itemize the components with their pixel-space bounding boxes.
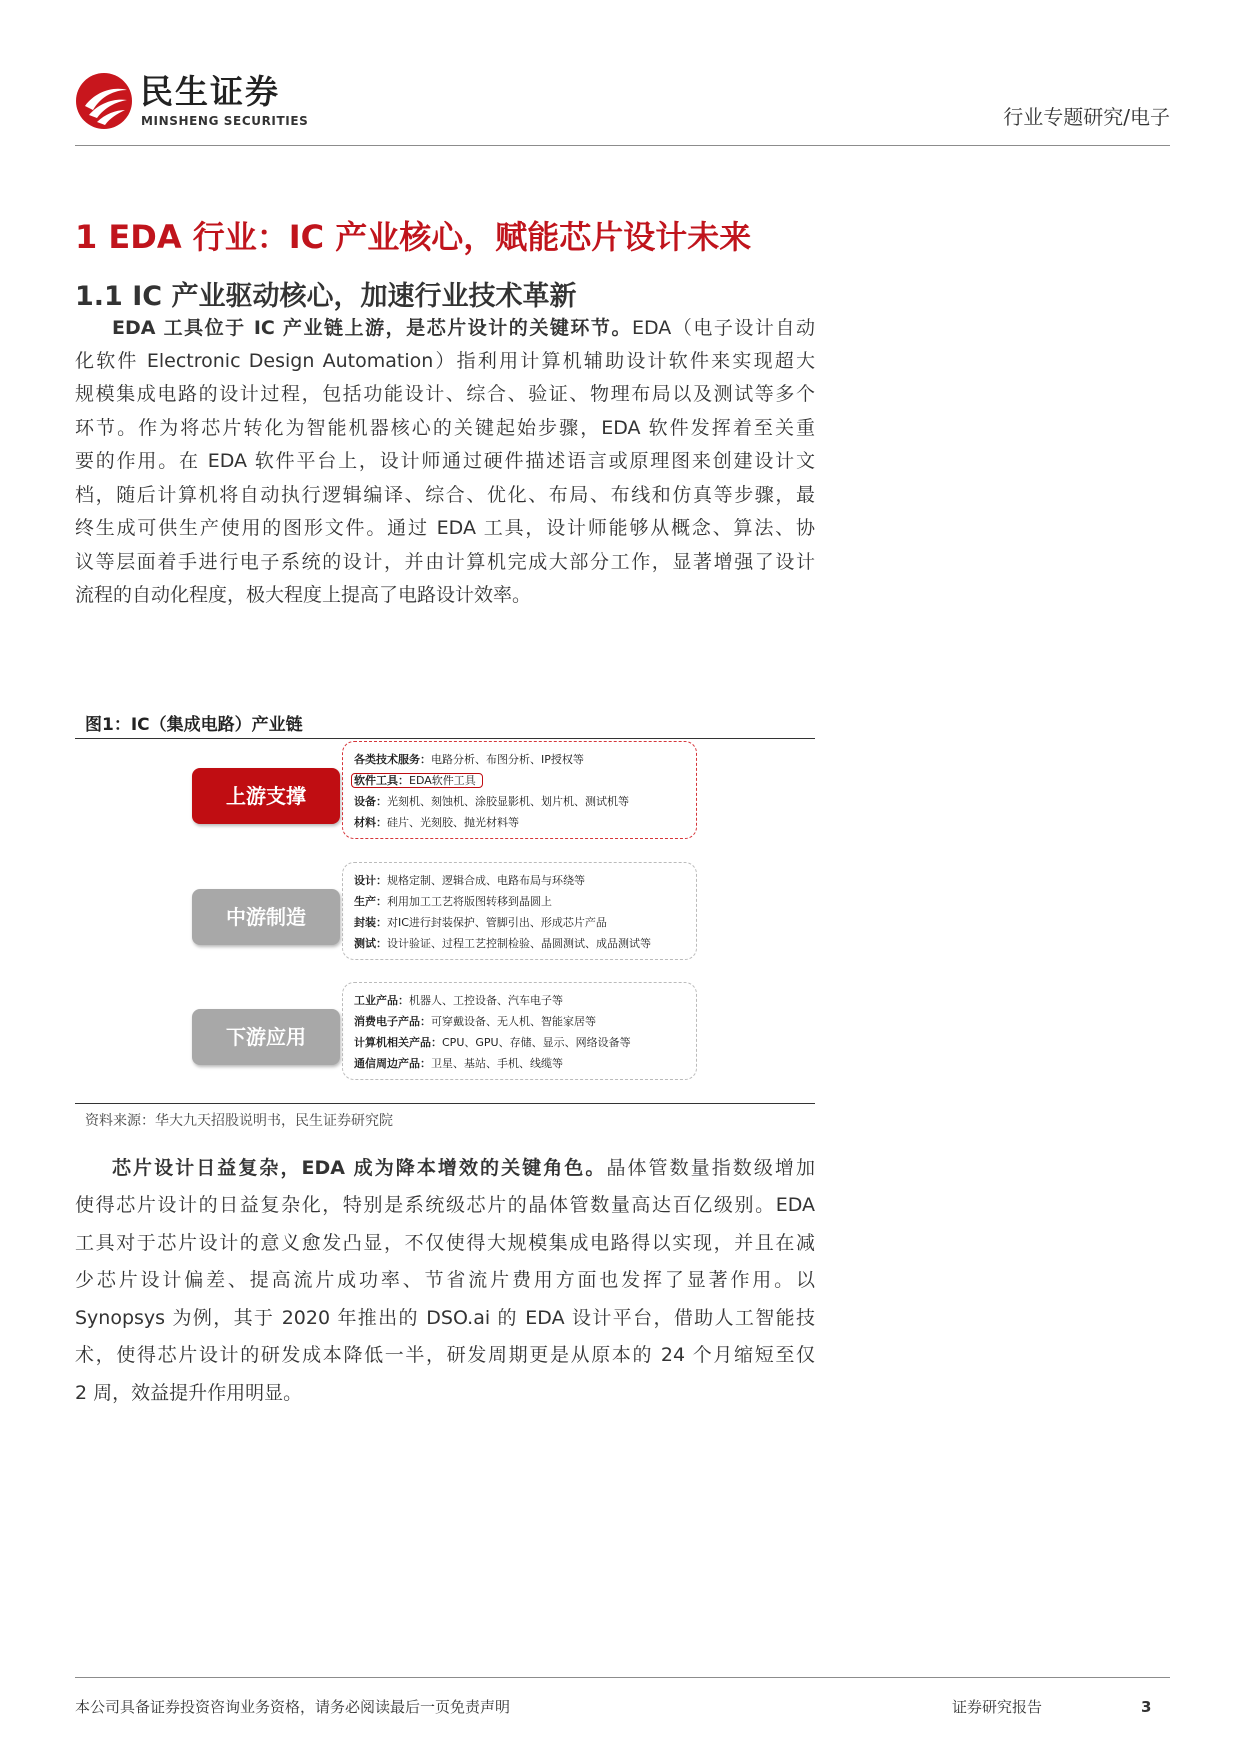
para1-first-text: EDA（电子设计自动 <box>631 317 815 339</box>
eda-highlight-frame: 软件工具：EDA软件工具 <box>351 773 483 788</box>
stage-item: 材料：硅片、光刻胶、抛光材料等 <box>354 816 519 829</box>
subsection-heading: 1.1 IC 产业驱动核心，加速行业技术革新 <box>75 281 577 312</box>
page-number: 3 <box>1141 1698 1152 1716</box>
para2-line <box>112 1153 815 1183</box>
para1-line <box>112 313 815 343</box>
stage-item-highlighted <box>354 772 483 790</box>
para2-line: 工具对于芯片设计的意义愈发凸显，不仅使得大规模集成电路得以实现，并且在减 <box>75 1232 815 1254</box>
para1-line: 终生成可供生产使用的图形文件。通过 EDA 工具，设计师能够从概念、算法、协 <box>75 517 815 539</box>
para1-line: 规模集成电路的设计过程，包括功能设计、综合、验证、物理布局以及测试等多个 <box>75 383 815 405</box>
stage-item: 生产：利用加工工艺将版图转移到晶圆上 <box>354 895 552 908</box>
figure-title: 图1：IC（集成电路）产业链 <box>85 715 303 735</box>
para2-line: Synopsys 为例，其于 2020 年推出的 DSO.ai 的 EDA 设计平台，借助人工智能技 <box>75 1307 815 1329</box>
para1-line: 议等层面着手进行电子系统的设计，并由计算机完成大部分工作，显著增强了设计 <box>75 551 815 573</box>
para1-line: 要的作用。在 EDA 软件平台上，设计师通过硬件描述语言或原理图来创建设计文 <box>75 450 815 472</box>
stage-downstream-button: 下游应用 <box>192 1009 340 1065</box>
stage-item: 工业产品：机器人、工控设备、汽车电子等 <box>354 994 563 1007</box>
stage-item: 封装：对IC进行封装保护、管脚引出、形成芯片产品 <box>354 916 607 929</box>
stage-item: 消费电子产品：可穿戴设备、无人机、智能家居等 <box>354 1015 596 1028</box>
section-heading: 1 EDA 行业：IC 产业核心，赋能芯片设计未来 <box>75 218 752 256</box>
stage-upstream-button: 上游支撑 <box>192 768 340 824</box>
figure-source: 资料来源：华大九天招股说明书，民生证券研究院 <box>85 1113 393 1129</box>
para1-line: 环节。作为将芯片转化为智能机器核心的关键起始步骤，EDA 软件发挥着至关重 <box>75 417 815 439</box>
stage-item: 通信周边产品：卫星、基站、手机、线缆等 <box>354 1057 563 1070</box>
footer-doc-type: 证券研究报告 <box>952 1698 1043 1716</box>
para1-line: 流程的自动化程度，极大程度上提高了电路设计效率。 <box>75 584 532 606</box>
report-type: 行业专题研究/电子 <box>1003 105 1170 129</box>
stage-item: 各类技术服务：电路分析、布图分析、IP授权等 <box>354 753 584 766</box>
para2-first-text: 晶体管数量指数级增加 <box>606 1157 815 1179</box>
para2-line: 术，使得芯片设计的研发成本降低一半，研发周期更是从原本的 24 个月缩短至仅 <box>75 1344 815 1366</box>
para1-line: 档，随后计算机将自动执行逻辑编译、综合、优化、布局、布线和仿真等步骤，最 <box>75 484 815 506</box>
stage-item: 设备：光刻机、刻蚀机、涂胶显影机、划片机、测试机等 <box>354 795 629 808</box>
footer-disclaimer: 本公司具备证券投资咨询业务资格，请务必阅读最后一页免责声明 <box>75 1698 511 1716</box>
para2-line: 使得芯片设计的日益复杂化，特别是系统级芯片的晶体管数量高达百亿级别。EDA <box>75 1194 815 1216</box>
stage-item: 测试：设计验证、过程工艺控制检验、晶圆测试、成品测试等 <box>354 937 651 950</box>
logo-name-en: MINSHENG SECURITIES <box>141 114 309 128</box>
stage-item: 设计：规格定制、逻辑合成、电路布局与环绕等 <box>354 874 585 887</box>
stage-item: 计算机相关产品：CPU、GPU、存储、显示、网络设备等 <box>354 1036 631 1049</box>
para2-lead: 芯片设计日益复杂，EDA 成为降本增效的关键角色。 <box>112 1157 607 1179</box>
stage-midstream-button: 中游制造 <box>192 889 340 945</box>
figure-top-rule <box>75 738 815 739</box>
footer-rule <box>75 1677 1170 1678</box>
para1-line: 化软件 Electronic Design Automation）指利用计算机辅助设计软件来实现超大 <box>75 350 815 372</box>
logo-name-cn: 民生证券 <box>140 72 280 111</box>
para2-line: 少芯片设计偏差、提高流片成功率、节省流片费用方面也发挥了显著作用。以 <box>75 1269 815 1291</box>
para2-line: 2 周，效益提升作用明显。 <box>75 1382 303 1404</box>
para1-lead: EDA 工具位于 IC 产业链上游，是芯片设计的关键环节。 <box>112 317 632 339</box>
logo-icon <box>75 72 133 130</box>
header-rule <box>75 145 1170 146</box>
figure-bottom-rule <box>75 1103 815 1104</box>
